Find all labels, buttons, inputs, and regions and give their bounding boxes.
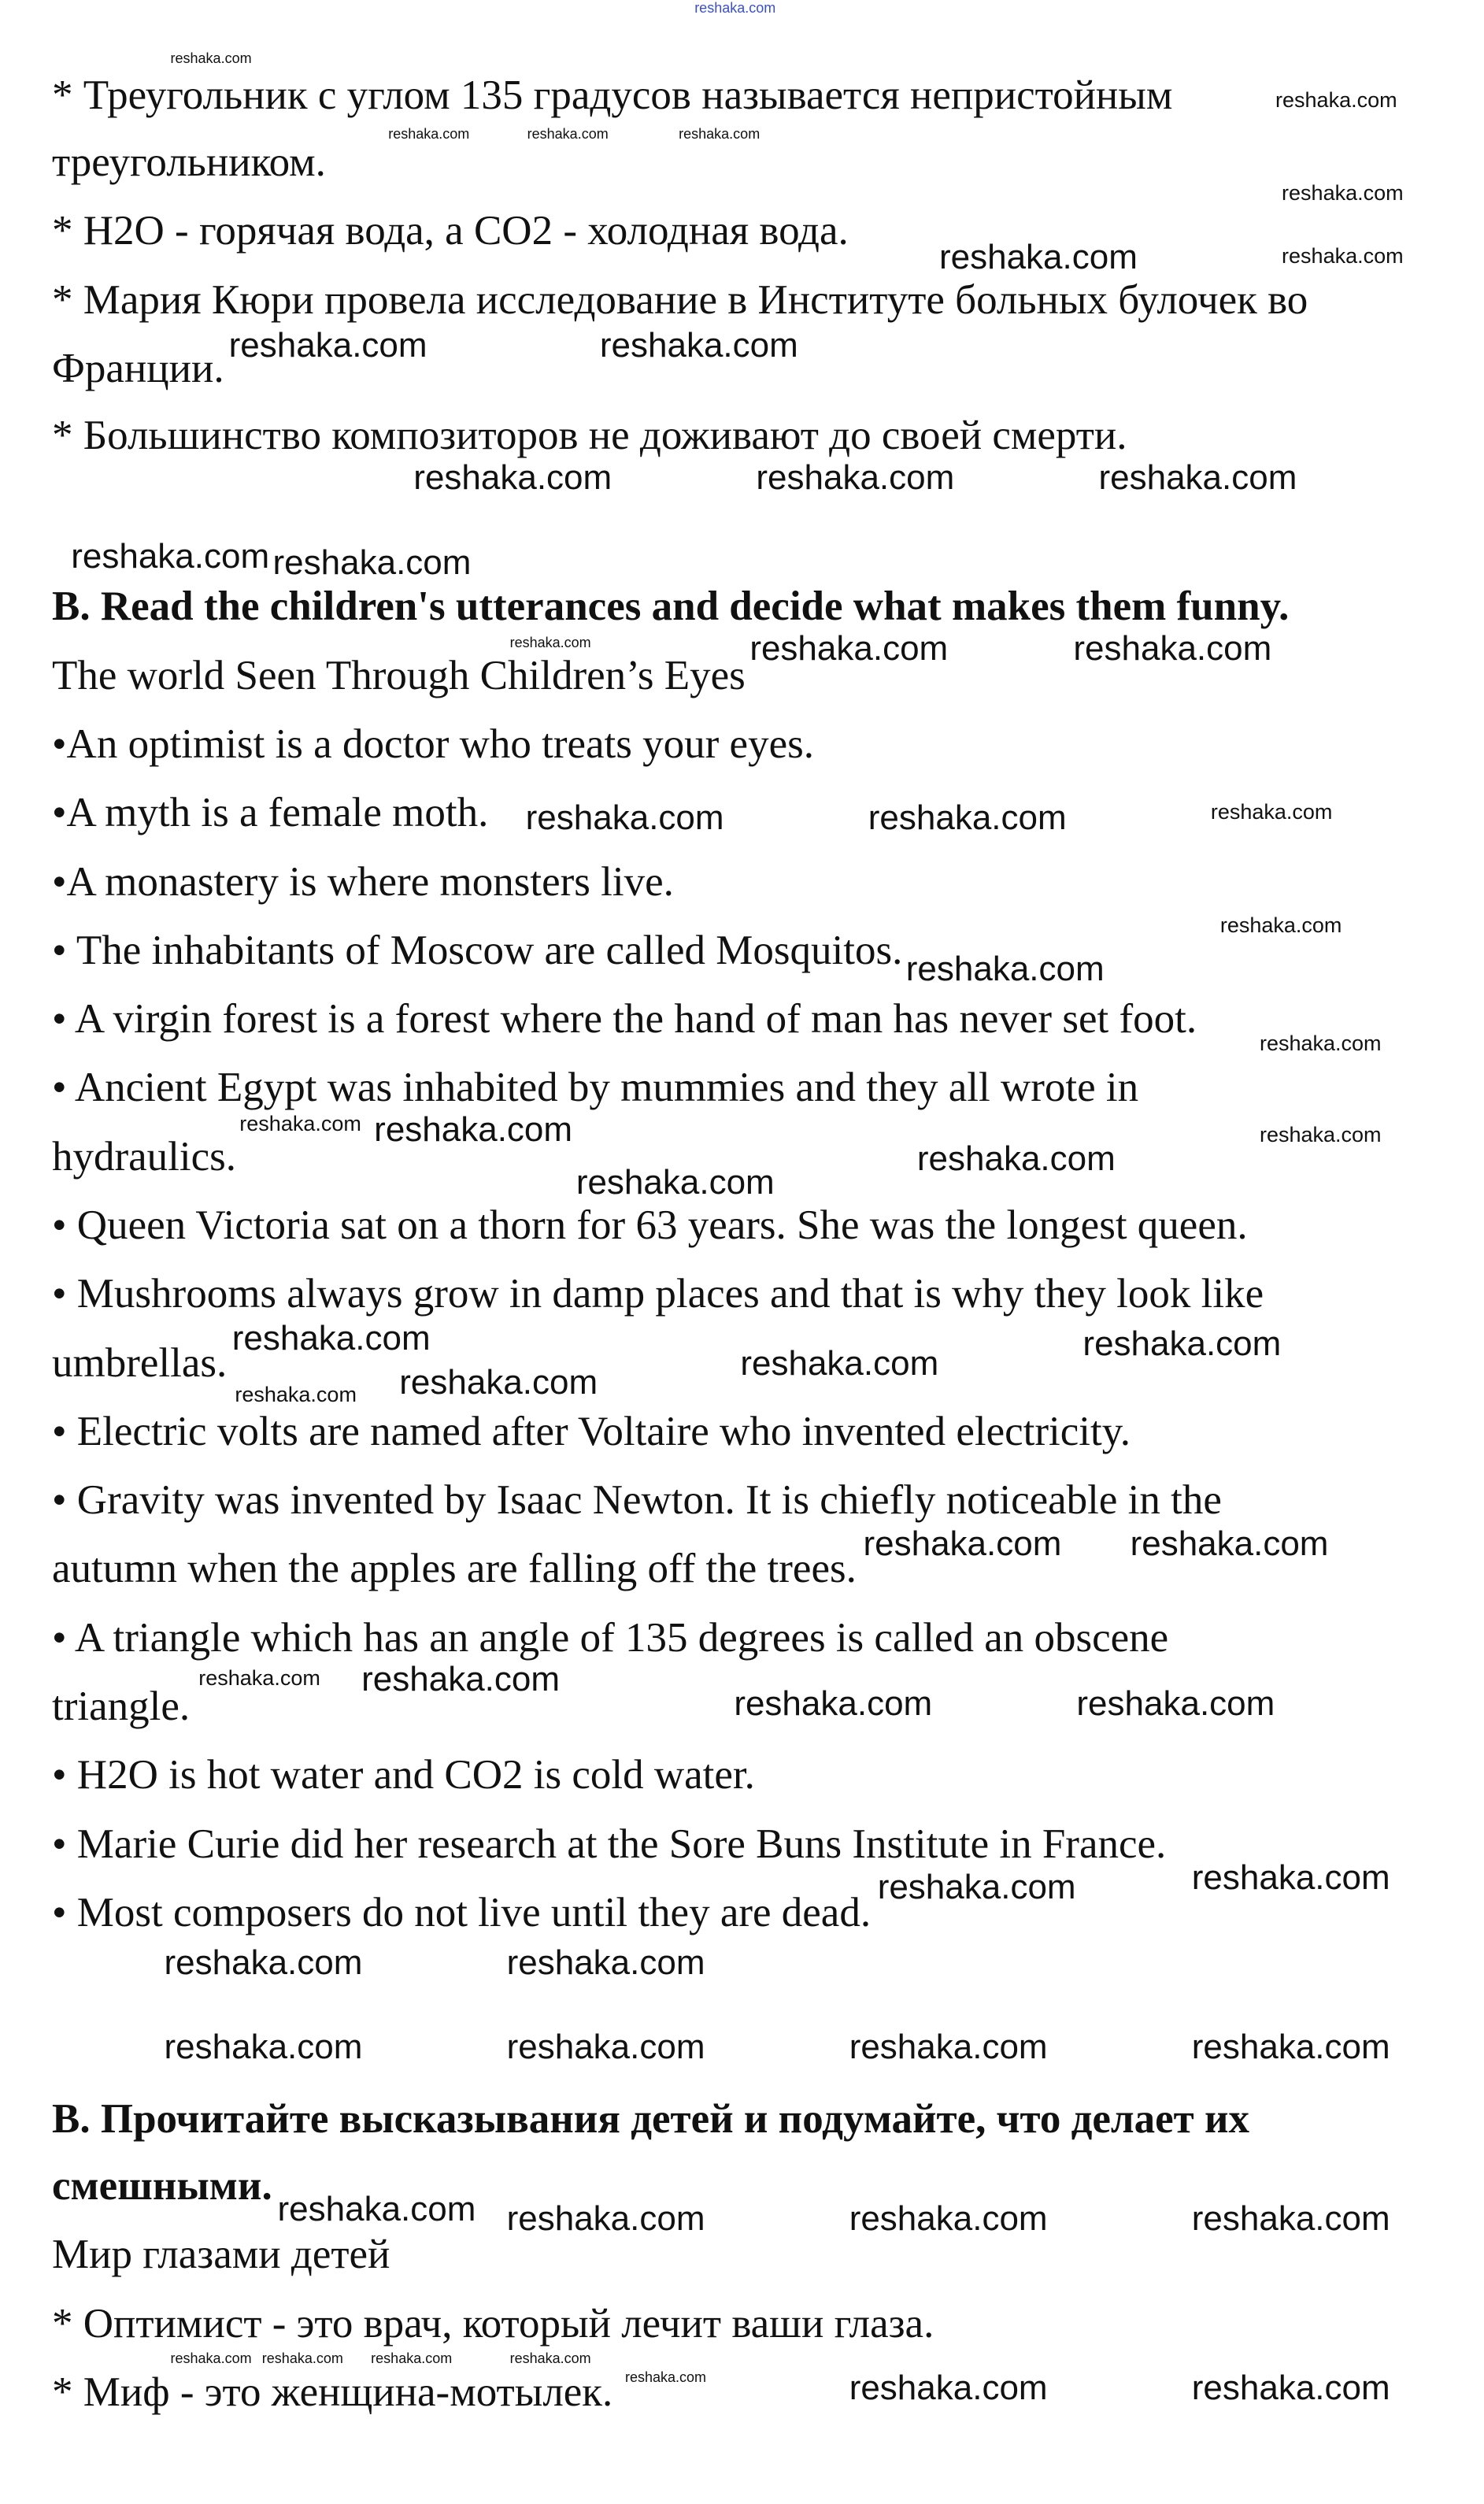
watermark: reshaka.com [388, 126, 470, 143]
watermark: reshaka.com [361, 1660, 561, 1699]
watermark: reshaka.com [235, 1383, 357, 1407]
text-line: Мир глазами детей [52, 2232, 390, 2278]
text-line: umbrellas. [52, 1339, 228, 1386]
watermark: reshaka.com [1098, 457, 1297, 497]
watermark: reshaka.com [1130, 1524, 1329, 1563]
text-line: •A monastery is where monsters live. [52, 858, 674, 905]
watermark: reshaka.com [509, 2350, 591, 2366]
watermark: reshaka.com [527, 126, 609, 143]
watermark: reshaka.com [506, 1943, 705, 1983]
watermark: reshaka.com [509, 635, 591, 651]
watermark: reshaka.com [1282, 243, 1404, 268]
watermark: reshaka.com [575, 1163, 775, 1202]
text-line: • Gravity was invented by Isaac Newton. It is chiefly noticeable in the [52, 1477, 1222, 1524]
watermark: reshaka.com [849, 2028, 1048, 2067]
text-line: • Queen Victoria sat on a thorn for 63 years. She was the longest queen. [52, 1202, 1248, 1248]
watermark: reshaka.com [916, 1139, 1116, 1178]
text-line: Франции. [52, 345, 224, 391]
text-line: * Большинство композиторов не доживают до своей смерти. [52, 413, 1127, 459]
text-line: * Мария Кюри провела исследование в Институте больных булочек во [52, 276, 1308, 323]
watermark: reshaka.com [868, 798, 1067, 838]
watermark: reshaka.com [849, 2368, 1048, 2407]
text-line: треугольником. [52, 139, 326, 186]
watermark: reshaka.com [1282, 181, 1404, 206]
watermark: reshaka.com [198, 1666, 320, 1690]
watermark: reshaka.com [1259, 1032, 1382, 1056]
text-line: hydraulics. [52, 1133, 237, 1180]
watermark: reshaka.com [164, 2028, 363, 2067]
section-heading: В. Прочитайте высказывания детей и подумайте, что делает их [52, 2095, 1250, 2142]
text-line: autumn when the apples are falling off the trees. [52, 1546, 857, 1592]
watermark: reshaka.com [877, 1868, 1076, 1907]
watermark: reshaka.com [525, 798, 724, 838]
watermark: reshaka.com [1082, 1324, 1282, 1364]
watermark: reshaka.com [277, 2189, 476, 2228]
watermark: reshaka.com [371, 2350, 453, 2366]
watermark: reshaka.com [938, 238, 1138, 276]
watermark: reshaka.com [1219, 913, 1342, 937]
text-line: * H2O - горячая вода, а CO2 - холодная вода. [52, 208, 849, 254]
watermark: reshaka.com [905, 949, 1105, 988]
text-line: * Треугольник с углом 135 градусов называется непристойным [52, 72, 1173, 118]
watermark: reshaka.com [679, 126, 761, 143]
text-line: • A triangle which has an angle of 135 degrees is called an obscene [52, 1614, 1169, 1661]
watermark: reshaka.com [71, 536, 270, 576]
watermark: reshaka.com [863, 1524, 1062, 1563]
watermark: reshaka.com [849, 2198, 1048, 2238]
text-line: •A myth is a female moth. [52, 790, 489, 836]
watermark: reshaka.com [1191, 1858, 1390, 1898]
watermark: reshaka.com [413, 457, 612, 497]
section-heading: смешными. [52, 2163, 272, 2210]
watermark: reshaka.com [399, 1362, 598, 1402]
watermark: reshaka.com [1073, 629, 1272, 669]
watermark: reshaka.com [1210, 799, 1333, 824]
watermark: reshaka.com [239, 1112, 361, 1136]
watermark: reshaka.com [599, 326, 798, 365]
text-line: • A virgin forest is a forest where the hand of man has never set foot. [52, 996, 1197, 1043]
text-line: • Mushrooms always grow in damp places and that is why they look like [52, 1271, 1264, 1317]
watermark: reshaka.com [374, 1109, 573, 1149]
text-line: • The inhabitants of Moscow are called Mosquitos. [52, 927, 903, 973]
watermark: reshaka.com [1275, 88, 1397, 113]
watermark: reshaka.com [272, 543, 472, 582]
text-line: triangle. [52, 1684, 191, 1730]
watermark: reshaka.com [749, 629, 949, 669]
watermark: reshaka.com [164, 1943, 363, 1983]
text-line: * Миф - это женщина-мотылек. [52, 2369, 613, 2415]
watermark: reshaka.com [740, 1343, 939, 1383]
watermark: reshaka.com [694, 0, 776, 17]
text-line: • Marie Curie did her research at the Sore Buns Institute in France. [52, 1821, 1167, 1867]
section-heading: B. Read the children's utterances and decide what makes them funny. [52, 583, 1290, 630]
watermark: reshaka.com [228, 326, 427, 365]
watermark: reshaka.com [1076, 1684, 1275, 1723]
watermark: reshaka.com [506, 2198, 705, 2238]
watermark: reshaka.com [1191, 2368, 1390, 2407]
watermark: reshaka.com [1191, 2198, 1390, 2238]
text-line: •An optimist is a doctor who treats your eyes. [52, 720, 814, 767]
watermark: reshaka.com [624, 2369, 707, 2385]
text-line: The world Seen Through Children’s Eyes [52, 652, 746, 698]
watermark: reshaka.com [170, 2350, 252, 2366]
watermark: reshaka.com [506, 2028, 705, 2067]
watermark: reshaka.com [1191, 2028, 1390, 2067]
watermark: reshaka.com [261, 2350, 343, 2366]
text-line: * Оптимист - это врач, который лечит ваши глаза. [52, 2300, 934, 2347]
watermark: reshaka.com [756, 457, 955, 497]
watermark: reshaka.com [170, 50, 252, 67]
text-line: • Electric volts are named after Voltaire who invented electricity. [52, 1408, 1131, 1454]
watermark: reshaka.com [231, 1318, 431, 1358]
text-line: • H2O is hot water and CO2 is cold water. [52, 1752, 755, 1798]
watermark: reshaka.com [734, 1684, 933, 1723]
text-line: • Most composers do not live until they are dead. [52, 1889, 872, 1935]
watermark: reshaka.com [1259, 1122, 1382, 1146]
text-line: • Ancient Egypt was inhabited by mummies and they all wrote in [52, 1065, 1139, 1111]
